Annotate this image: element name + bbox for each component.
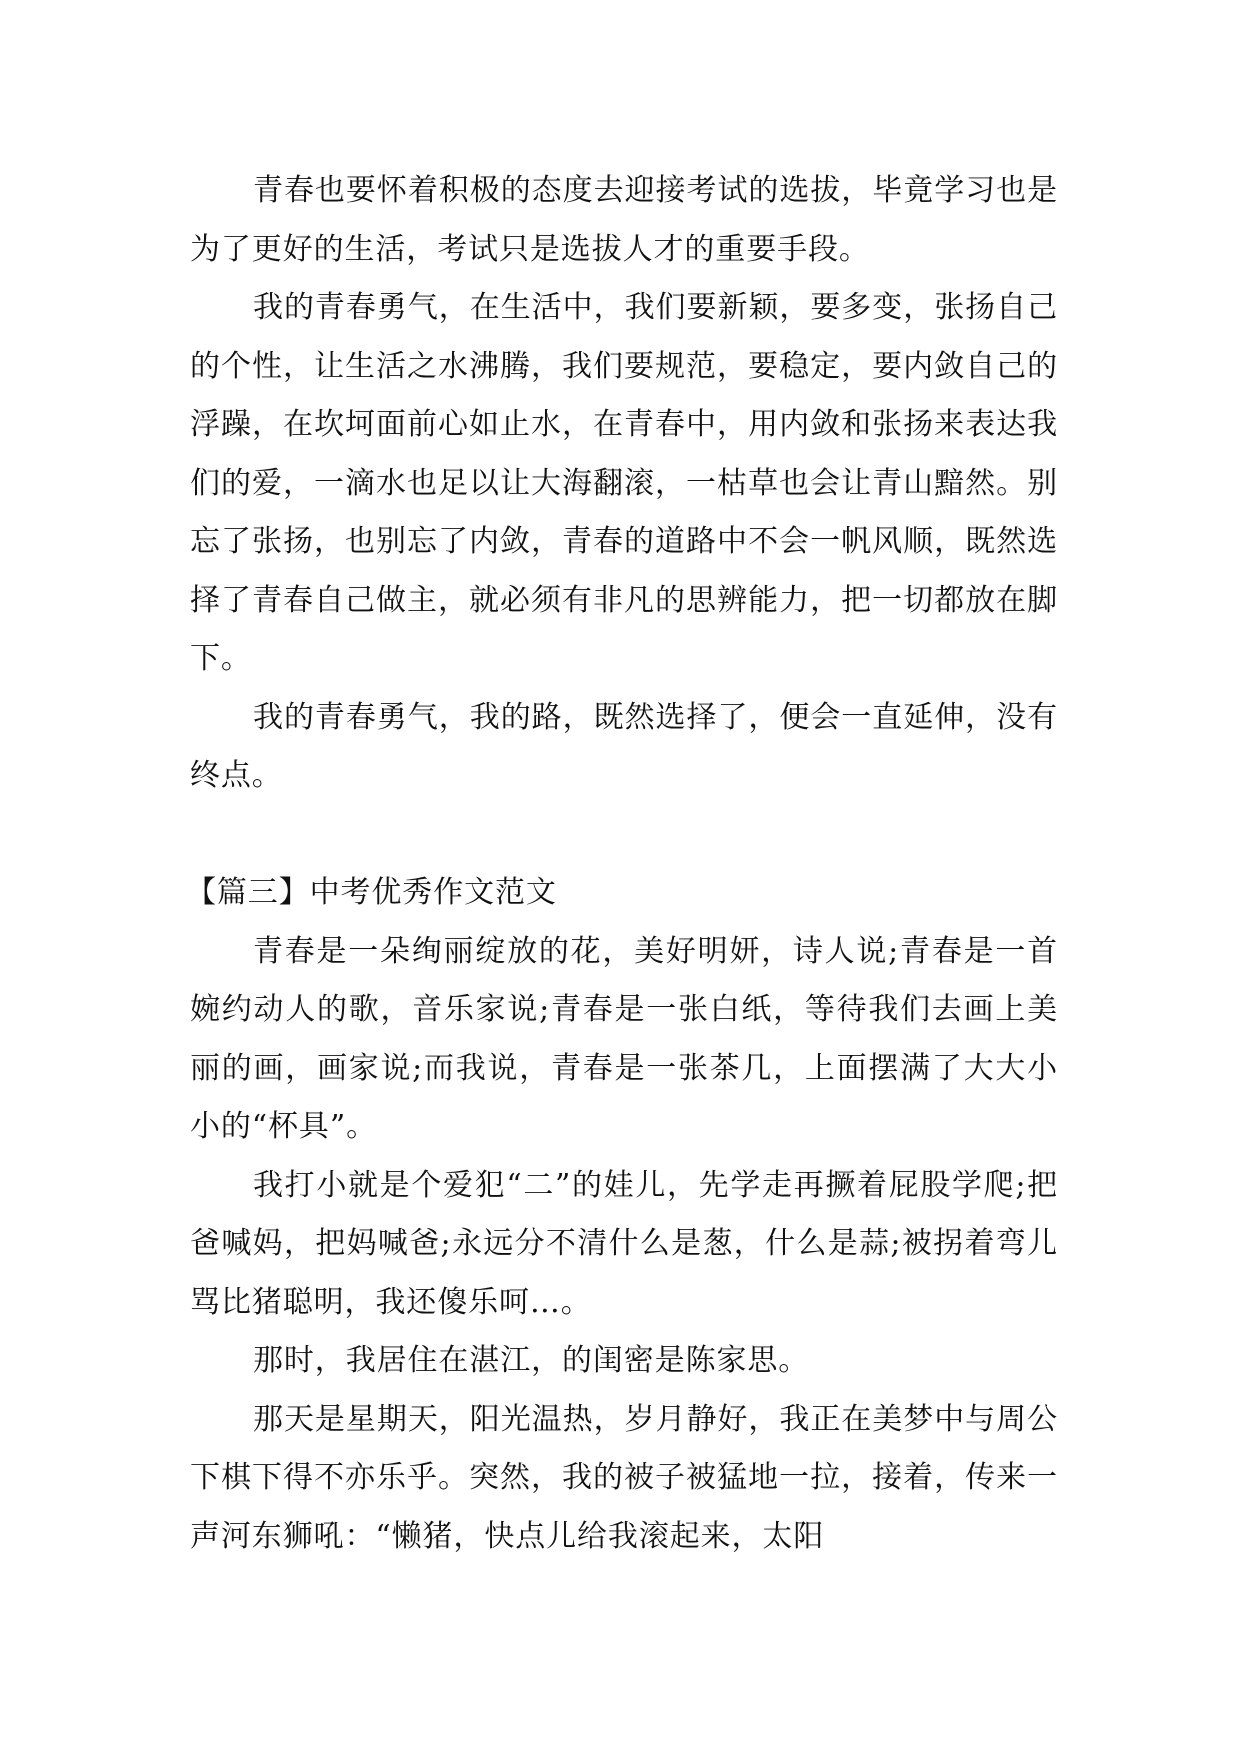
paragraph-youth-courage: 我的青春勇气，在生活中，我们要新颖，要多变，张扬自己的个性，让生活之水沸腾，我们要规范，要稳定，要内敛自己的浮躁，在坎坷面前心如止水，在青春中，用内敛和张扬来表达我们的爱，一滴水也足以让大海翻滚，一枯草也会让青山黯然。别忘了张扬，也别忘了内敛，青春的道路中不会一帆风顺，既然选择了青春自己做主，就必须有非凡的思辨能力，把一切都放在脚下。 (190, 290, 1058, 676)
paragraph-my-road: 我的青春勇气，我的路，既然选择了，便会一直延伸，没有终点。 (190, 699, 1058, 793)
paragraph-best-friend: 那时，我居住在湛江，的闺密是陈家思。 (253, 1343, 810, 1378)
paragraph-sunday: 那天是星期天，阳光温热，岁月静好，我正在美梦中与周公下棋下得不亦乐乎。突然，我的被子被猛地一拉，接着，传来一声河东狮吼：“懒猪，快点儿给我滚起来，太阳 (190, 1401, 1058, 1554)
section-heading: 【篇三】中考优秀作文范文 (186, 875, 557, 910)
section-gap (190, 806, 1058, 865)
paragraph-exam-attitude: 青春也要怀着积极的态度去迎接考试的选拔，毕竟学习也是为了更好的生活，考试只是选拔人才的重要手段。 (190, 173, 1058, 267)
paragraph-youth-metaphor: 青春是一朵绚丽绽放的花，美好明妍，诗人说;青春是一首婉约动人的歌，音乐家说;青春是一张白纸，等待我们去画上美丽的画，画家说;而我说，青春是一张茶几，上面摆满了大大小小的“杯具”。 (190, 933, 1058, 1144)
essay-text (186, 162, 1058, 1566)
paragraph-childhood: 我打小就是个爱犯“二”的娃儿，先学走再撅着屁股学爬;把爸喊妈，把妈喊爸;永远分不清什么是葱，什么是蒜;被拐着弯儿骂比猪聪明，我还傻乐呵…。 (190, 1167, 1058, 1320)
